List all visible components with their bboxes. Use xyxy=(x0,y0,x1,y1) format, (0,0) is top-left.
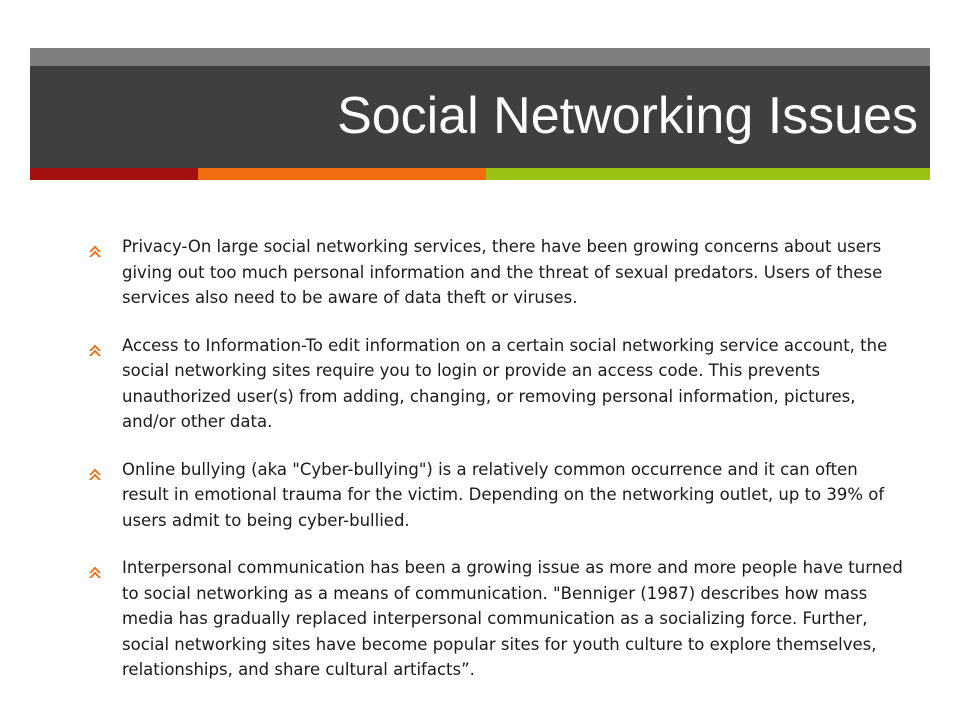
bullet-item xyxy=(88,333,908,435)
accent-bar-red xyxy=(30,168,198,180)
bullet-item xyxy=(88,234,908,311)
header-top-strip xyxy=(30,48,930,66)
bullet-text: Interpersonal communication has been a growing issue as more and more people have turned to social networking as a means of communication. "Benniger (1987) describes how mass media has gradually replaced interpersonal communication as a socializing force. Further, social networking sites have become popular sites for youth culture to explore themselves, relationships, and share cultural artifacts”. xyxy=(122,558,903,679)
double-chevron-up-icon xyxy=(88,240,102,254)
bullet-text: Online bullying (aka "Cyber-bullying") is a relatively common occurrence and it can often result in emotional trauma for the victim. Depending on the networking outlet, up to 39% of users admit to being cyber-bullied. xyxy=(122,459,885,530)
double-chevron-up-icon xyxy=(88,339,102,353)
accent-bar-orange xyxy=(198,168,486,180)
slide-title: Social Networking Issues xyxy=(337,87,918,145)
double-chevron-up-icon xyxy=(88,561,102,575)
double-chevron-up-icon xyxy=(88,463,102,477)
bullet-text: Privacy-On large social networking services, there have been growing concerns about users giving out too much personal information and the threat of sexual predators. Users of these services also need to be aware of data theft or viruses. xyxy=(122,237,883,307)
accent-bar-green xyxy=(486,168,930,180)
bullet-item xyxy=(88,457,908,534)
bullet-list xyxy=(88,234,908,705)
header-band xyxy=(30,66,930,168)
bullet-item xyxy=(88,555,908,683)
bullet-text: Access to Information-To edit information on a certain social networking service account, the social networking sites require you to login or provide an access code. This prevents unauthorized user(s) from adding, changing, or removing personal information, pictures, and/or other data. xyxy=(122,335,888,431)
